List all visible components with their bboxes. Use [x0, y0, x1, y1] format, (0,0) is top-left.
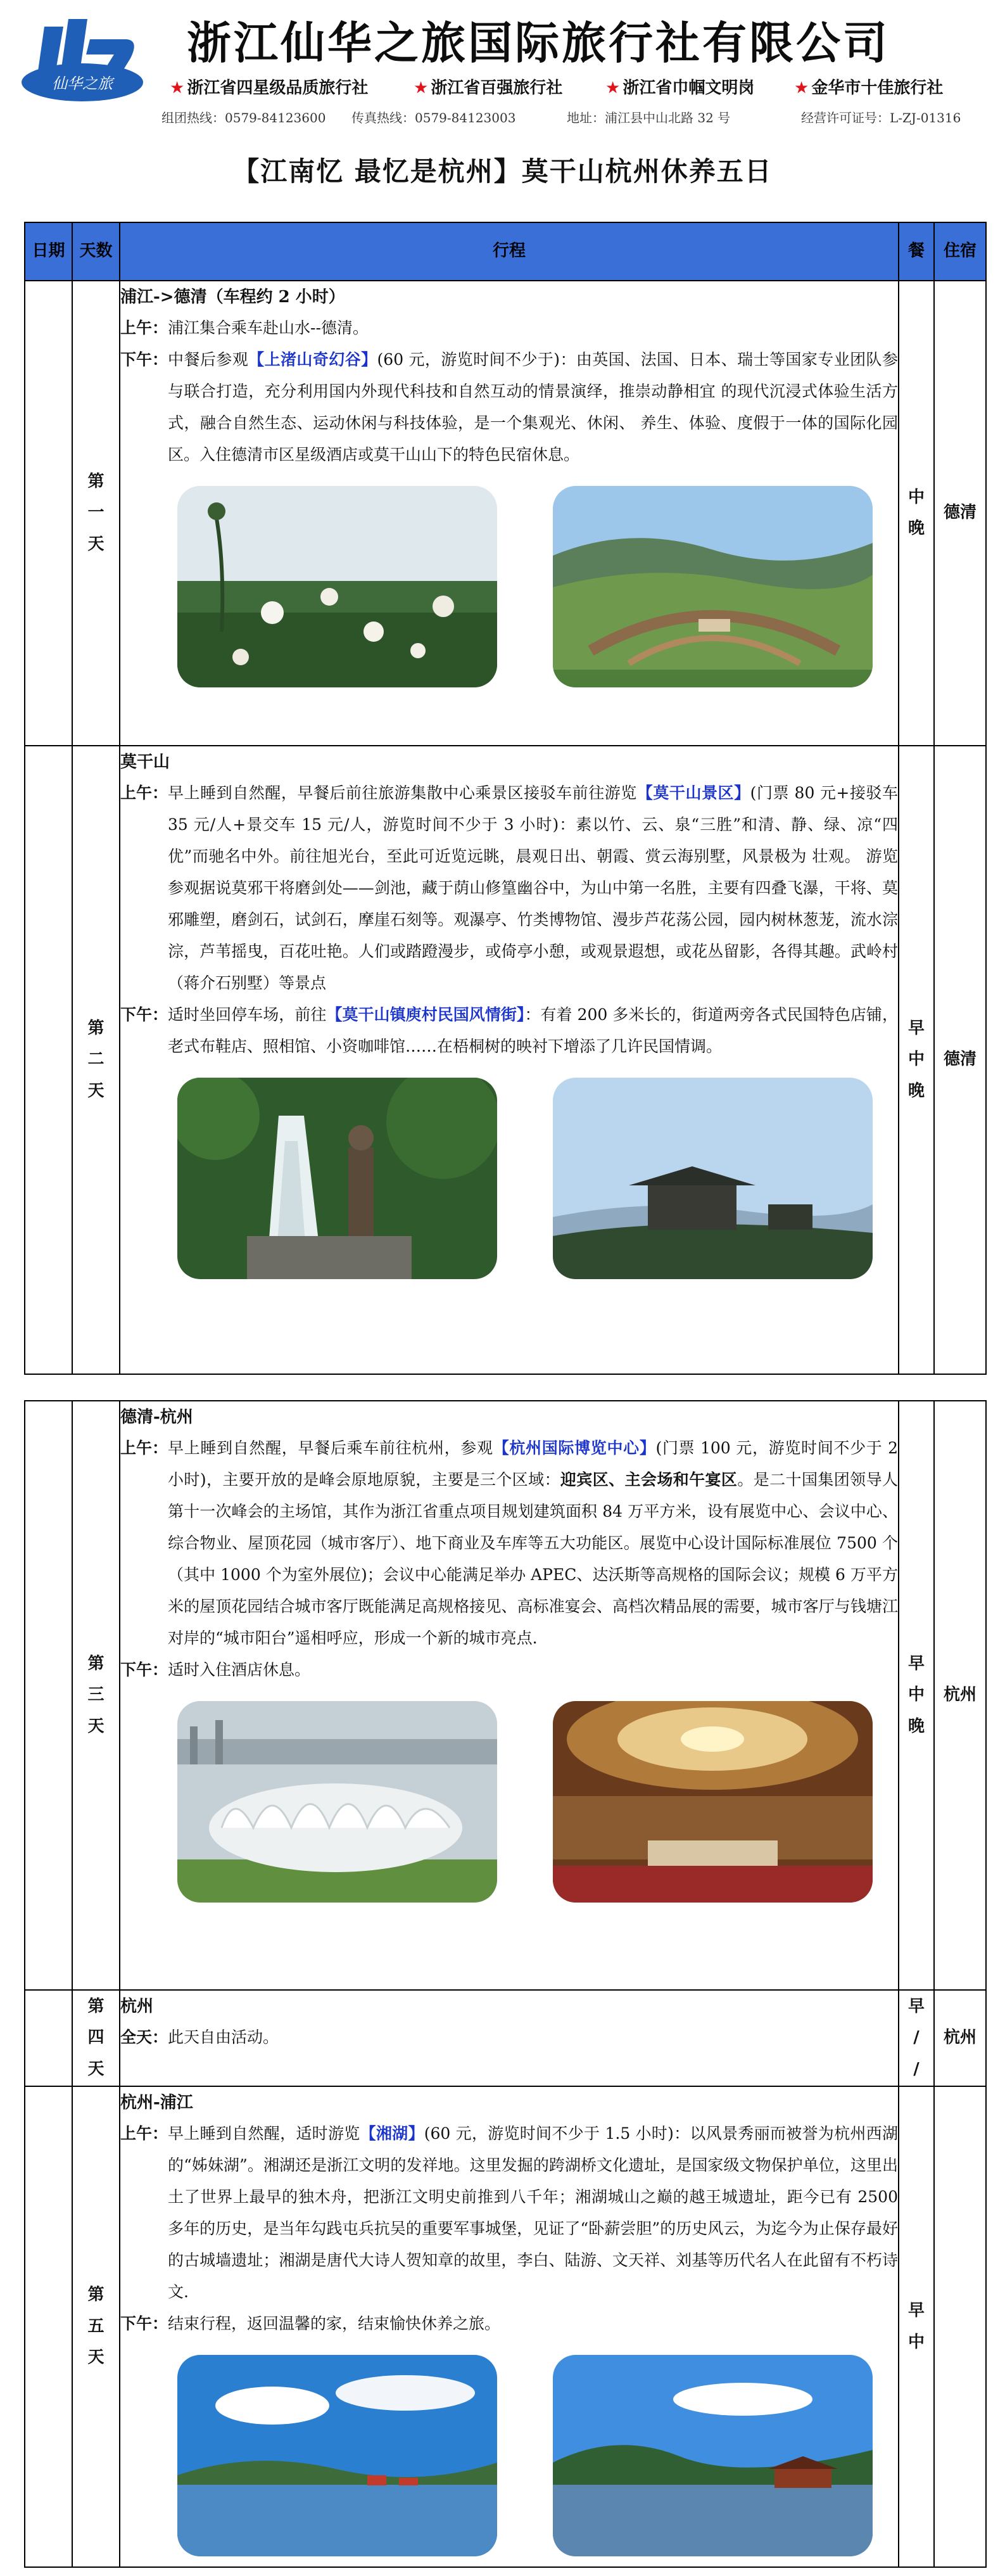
meals-cell: 中 晚 [899, 281, 934, 746]
attraction-name: 【湘湖】 [360, 2124, 424, 2143]
text-run: 迎宾区、主会场和午宴区 [560, 1470, 738, 1489]
segment-label: 上午： [120, 2124, 168, 2143]
photo-banquet-hall [553, 1701, 873, 1903]
text-run: (门票 100 元，游览时间不少于 2 小时)，主要开放的是峰会原地原貌，主要是三个区域： [168, 1439, 898, 1489]
date-cell [25, 2086, 72, 2567]
day-label: 第 三 天 [72, 1401, 120, 1990]
photo-row [120, 1062, 898, 1289]
text-run: 早上睡到自然醒，适时游览 [168, 2124, 360, 2143]
address: 地址：浦江县中山北路 32 号 [567, 110, 731, 125]
col-lodging: 住宿 [934, 222, 986, 281]
photo-row [120, 1686, 898, 1913]
segment-text [168, 1654, 898, 1686]
star-icon: ★ [794, 79, 809, 98]
text-run: (60 元，游览时间不少于 1.5 小时)：以风景秀丽而被誉为杭州西湖的“姊妹湖”。湘湖还是浙江文明的发祥地。这里发掘的跨湖桥文化遗址，是国家级文物保护单位，这里出土了世界上最早的独木舟，把浙江文明史前推到八千年；湘湖城山之巅的越王城遗址，距今已有 2500 多年的历史，是当年勾践屯兵抗吴的重要军事城堡，见证了“卧薪尝胆”的历史风云，为迄今为止保存最好的古城墙遗址；湘湖是唐代大诗人贺知章的故里，李白、陆游、文天祥、刘基等历代名人在此留有不朽诗文. [168, 2124, 898, 2301]
honors-row [170, 75, 993, 98]
col-date: 日期 [25, 222, 72, 281]
lodging-cell: 德清 [934, 746, 986, 1374]
segment-text [168, 777, 898, 999]
itinerary-cell [120, 1401, 899, 1990]
text-run: (门票 80 元+接驳车 35 元/人+景交车 15 元/人，游览时间不少于 3 小时)：素以竹、云、泉“三胜”和清、静、绿、凉“四优”而驰名中外。前往旭光台，至此可近览远眺，晨观日出、朝霞、赏云海别墅，风景极为 壮观。 游览参观据说莫邪干将磨剑处——剑池，藏于荫山修篁幽谷中，为山中第一名胜，主要有四叠飞瀑，干将、莫邪雕塑，磨剑石，试剑石，摩崖石刻等。观瀑亭、竹类博物馆、漫步芦花荡公园，园内树林葱茏，流水淙淙，芦苇摇曳，百花吐艳。人们或踏蹬漫步，或倚亭小憩，或观景遐想，或花丛留影，各得其趣。武岭村（蒋介石别墅）等景点 [168, 784, 898, 992]
meals-cell: 早 / / [899, 1990, 934, 2086]
meals-cell: 早 中 晚 [899, 746, 934, 1374]
time-segment [120, 2308, 898, 2340]
photo-lake-pavilion-shore [553, 2355, 873, 2556]
itinerary-cell [120, 1990, 899, 2086]
letterhead [0, 0, 1005, 133]
text-run: 中餐后参观 [168, 350, 249, 369]
hotline: 组团热线：0579-84123600 [161, 110, 326, 125]
day-row [25, 2086, 986, 2567]
text-run: 。是二十国集团领导人第十一次峰会的主场馆，其作为浙江省重点项目规划建筑面积 84 万平方米，设有展览中心、会议中心、综合物业、屋顶花园（城市客厅）、地下商业及车库等五大功能区。展览中心设计国际标准展位 7500 个（其中 1000 个为室外展位)；会议中心能满足举办 APEC、达沃斯等高规格的国际会议；规模 6 万平方米的屋顶花园结合城市客厅既能满足高规格接见、高标准宴会、高档次精品展的需要，城市客厅与钱塘江对岸的“城市阳台”遥相呼应，形成一个新的城市亮点. [168, 1470, 898, 1647]
segment-text [168, 999, 898, 1062]
time-segment [120, 1654, 898, 1686]
license-number: 经营许可证号：L-ZJ-01316 [801, 110, 961, 125]
itinerary-cell [120, 746, 899, 1374]
meals-cell: 早 中 晚 [899, 1401, 934, 1990]
attraction-name: 【莫干山镇庾村民国风情街】 [326, 1005, 525, 1024]
honor-item: ★ 金华市十佳旅行社 [794, 79, 944, 98]
star-icon: ★ [605, 79, 621, 98]
route-title: 杭州 [120, 1997, 154, 2016]
photo-white-roses [177, 486, 497, 687]
lodging-cell: 杭州 [934, 1990, 986, 2086]
text-run: 早上睡到自然醒，早餐后乘车前往杭州，参观 [168, 1439, 493, 1457]
logo-text: 仙华之旅 [52, 75, 113, 92]
segment-label: 下午： [120, 1661, 168, 1679]
photo-lake-boats-sky [177, 2355, 497, 2556]
photo-waterfall-statue [177, 1078, 497, 1279]
col-meals: 餐 [899, 222, 934, 281]
company-name: 浙江仙华之旅国际旅行社有限公司 [187, 17, 890, 69]
lodging-cell: 德清 [934, 281, 986, 746]
day-row [25, 281, 986, 746]
segment-text [168, 2308, 898, 2340]
text-run: 浦江集合乘车赴山水--德清。 [168, 319, 369, 337]
segment-label: 上午： [120, 784, 168, 802]
text-run: 此天自由活动。 [168, 2028, 279, 2046]
time-segment [120, 999, 898, 1062]
segment-label: 全天： [120, 2028, 168, 2046]
company-logo [19, 14, 152, 106]
text-run: ：有着 200 多米长的，街道两旁各式民国特色店铺，老式布鞋店、照相馆、小资咖啡馆……在梧桐树的映衬下增添了几许民国情调。 [168, 1005, 898, 1055]
day-row [25, 746, 986, 1374]
day-label: 第 一 天 [72, 281, 120, 746]
segment-text [168, 344, 898, 471]
segment-label: 上午： [120, 319, 168, 337]
photo-row [120, 471, 898, 698]
route-title: 莫干山 [120, 753, 170, 772]
date-cell [25, 1401, 72, 1990]
route-title: 德清-杭州 [120, 1408, 193, 1427]
itinerary-cell [120, 281, 899, 746]
segment-text [168, 312, 898, 344]
segment-text [168, 1432, 898, 1654]
star-icon: ★ [170, 79, 185, 98]
attraction-name: 【莫干山景区】 [636, 784, 750, 802]
day-label: 第 五 天 [72, 2086, 120, 2567]
contact-row [161, 108, 997, 125]
photo-valley-park [553, 486, 873, 687]
lodging-cell: 杭州 [934, 1401, 986, 1990]
segment-text [168, 2118, 898, 2308]
photo-mountain-pavilion [553, 1078, 873, 1279]
segment-label: 下午： [120, 2314, 168, 2333]
route-title: 浦江->德清（车程约 2 小时） [120, 288, 345, 307]
itinerary-cell [120, 2086, 899, 2567]
date-cell [25, 746, 72, 1374]
text-run: 结束行程，返回温馨的家，结束愉快休养之旅。 [168, 2314, 501, 2333]
honor-item: ★ 浙江省四星级品质旅行社 [170, 79, 369, 98]
date-cell [25, 1990, 72, 2086]
time-segment [120, 777, 898, 999]
time-segment [120, 2118, 898, 2308]
photo-row [120, 2340, 898, 2566]
segment-label: 上午： [120, 1439, 168, 1457]
itinerary-table-continued [24, 1400, 987, 2568]
meals-cell: 早 中 [899, 2086, 934, 2567]
time-segment [120, 1432, 898, 1654]
text-run: 适时入住酒店休息。 [168, 1661, 311, 1679]
text-run: 早上睡到自然醒，早餐后前往旅游集散中心乘景区接驳车前往游览 [168, 784, 637, 802]
star-icon: ★ [414, 79, 429, 98]
day-label: 第 二 天 [72, 746, 120, 1374]
segment-label: 下午： [120, 350, 168, 369]
segment-text [168, 2022, 898, 2053]
honor-item: ★ 浙江省巾帼文明岗 [605, 79, 755, 98]
fax: 传真热线：0579-84123003 [351, 110, 516, 125]
honor-item: ★ 浙江省百强旅行社 [414, 79, 563, 98]
trip-title: 【江南忆 最忆是杭州】莫干山杭州休养五日 [232, 156, 773, 187]
segment-label: 下午： [120, 1005, 168, 1024]
photo-lotus-stadium [177, 1701, 497, 1903]
text-run: 适时坐回停车场，前往 [168, 1005, 327, 1024]
itinerary-table [24, 222, 987, 1375]
time-segment [120, 2022, 898, 2053]
day-row [25, 1990, 986, 2086]
time-segment [120, 344, 898, 471]
day-label: 第 四 天 [72, 1990, 120, 2086]
day-row [25, 1401, 986, 1990]
text-run: (60 元，游览时间不少于)：由英国、法国、日本、瑞士等国家专业团队参与联合打造，充分利用国内外现代科技和自然互动的情景演绎，推崇动静相宜 的现代沉浸式体验生活方式，融合自然生态、运动休闲与科技体验，是一个集观光、休闲、 养生、体验、度假于一体的国际化园区。入住德清市区星级酒店或莫干山山下的特色民宿休息。 [168, 350, 898, 464]
lodging-cell [934, 2086, 986, 2567]
attraction-name: 【杭州国际博览中心】 [493, 1439, 656, 1457]
col-days: 天数 [72, 222, 120, 281]
attraction-name: 【上渚山奇幻谷】 [248, 350, 377, 369]
date-cell [25, 281, 72, 746]
table-header-row [25, 222, 986, 281]
route-title: 杭州-浦江 [120, 2093, 193, 2112]
col-itinerary: 行程 [120, 222, 899, 281]
time-segment [120, 312, 898, 344]
